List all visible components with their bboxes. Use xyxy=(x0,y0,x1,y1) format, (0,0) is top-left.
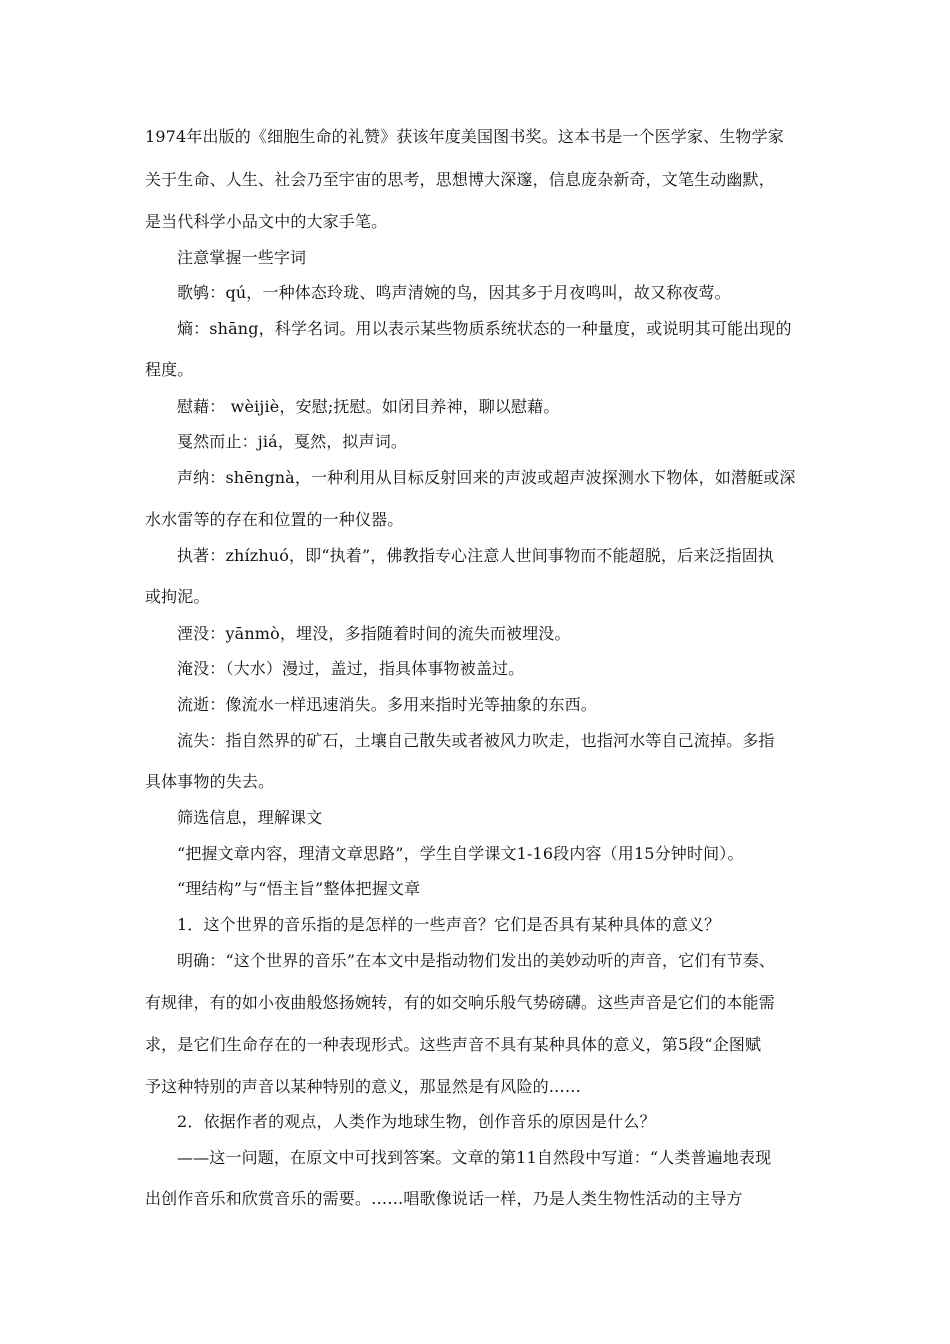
text-line: 淹没：（大水）漫过，盖过，指具体事物被盖过。 xyxy=(177,659,525,678)
section-heading: 注意掌握一些字词 xyxy=(177,248,307,267)
text-line: 1974年出版的《细胞生命的礼赞》获该年度美国图书奖。这本书是一个医学家、生物学家 xyxy=(145,127,784,146)
text-line: 熵：shāng，科学名词。用以表示某些物质系统状态的一种量度，或说明其可能出现的 xyxy=(177,319,792,338)
text-line: 出创作音乐和欣赏音乐的需要。……唱歌像说话一样，乃是人类生物性活动的主导方 xyxy=(145,1189,743,1208)
text-line: 有规律，有的如小夜曲般悠扬婉转，有的如交响乐般气势磅礴。这些声音是它们的本能需 xyxy=(145,993,775,1012)
text-line: 执著：zhízhuó，即“执着”，佛教指专心注意人世间事物而不能超脱，后来泛指固执 xyxy=(177,546,775,565)
text-line: 是当代科学小品文中的大家手笔。 xyxy=(145,212,388,231)
text-line: 湮没：yānmò，埋没，多指随着时间的流失而被埋没。 xyxy=(177,624,571,643)
text-line: 声纳：shēngnà，一种利用从目标反射回来的声波或超声波探测水下物体，如潜艇或深 xyxy=(177,468,796,487)
text-line: “把握文章内容，理清文章思路”，学生自学课文1-16段内容（用15分钟时间）。 xyxy=(177,844,744,863)
question-line: 2．依据作者的观点，人类作为地球生物，创作音乐的原因是什么？ xyxy=(177,1112,656,1131)
text-line: 流失：指自然界的矿石，土壤自己散失或者被风力吹走，也指河水等自己流掉。多指 xyxy=(177,731,775,750)
text-line: 予这种特别的声音以某种特别的意义，那显然是有风险的…… xyxy=(145,1077,582,1096)
text-line: 程度。 xyxy=(145,360,194,379)
text-line: 歌鸲：qú，一种体态玲珑、鸣声清婉的鸟，因其多于月夜鸣叫，故又称夜莺。 xyxy=(177,283,731,302)
text-line: 水水雷等的存在和位置的一种仪器。 xyxy=(145,510,404,529)
text-line: 戛然而止：jiá，戛然，拟声词。 xyxy=(177,432,408,451)
section-heading: “理结构”与“悟主旨”整体把握文章 xyxy=(177,879,421,898)
question-line: 1．这个世界的音乐指的是怎样的一些声音？它们是否具有某种具体的意义？ xyxy=(177,915,721,934)
text-line: 明确：“这个世界的音乐”在本文中是指动物们发出的美妙动听的声音，它们有节奏、 xyxy=(177,951,776,970)
text-line: 关于生命、人生、社会乃至宇宙的思考，思想博大深邃，信息庞杂新奇，文笔生动幽默， xyxy=(145,170,775,189)
text-line: ——这一问题，在原文中可找到答案。文章的第11自然段中写道：“人类普遍地表现 xyxy=(177,1148,772,1167)
text-line: 流逝：像流水一样迅速消失。多用来指时光等抽象的东西。 xyxy=(177,695,597,714)
text-line: 具体事物的失去。 xyxy=(145,772,275,791)
text-line: 慰藉： wèijiè，安慰;抚慰。如闭目养神，聊以慰藉。 xyxy=(177,397,560,416)
text-line: 求，是它们生命存在的一种表现形式。这些声音不具有某种具体的意义，第5段“企图赋 xyxy=(145,1035,762,1054)
section-heading: 筛选信息，理解课文 xyxy=(177,808,323,827)
text-line: 或拘泥。 xyxy=(145,587,210,606)
